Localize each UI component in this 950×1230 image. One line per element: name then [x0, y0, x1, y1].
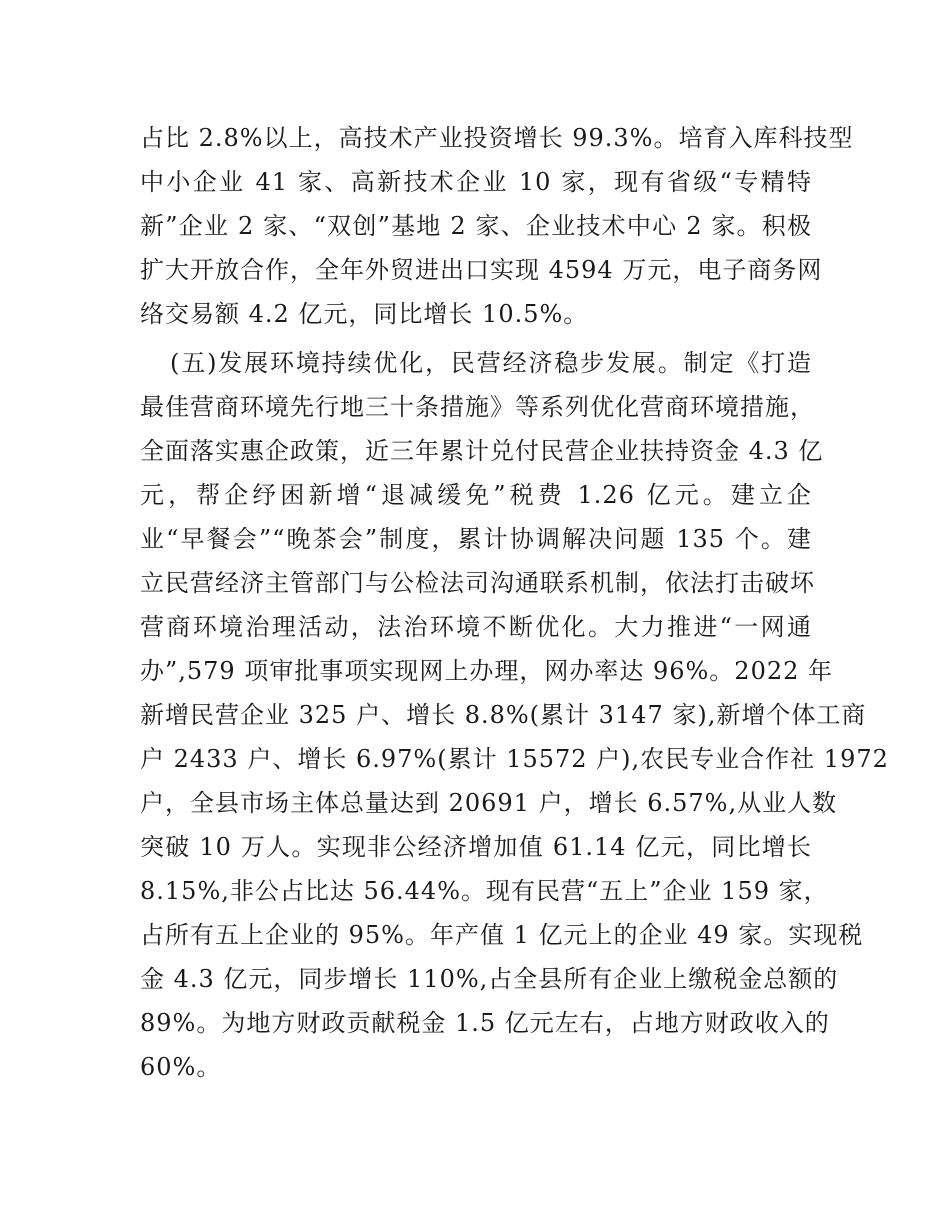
paragraph-1-line-4: 扩大开放合作，全年外贸进出口实现 4594 万元，电子商务网: [140, 256, 823, 284]
paragraph-2-line-9: 新增民营企业 325 户、增长 8.8%(累计 3147 家),新增个体工商: [140, 701, 867, 729]
paragraph-2-line-10: 户 2433 户、增长 6.97%(累计 15572 户),农民专业合作社 1972: [140, 745, 889, 773]
paragraph-1-line-5: 络交易额 4.2 亿元，同比增长 10.5%。: [140, 300, 589, 328]
paragraph-2-line-3: 全面落实惠企政策，近三年累计兑付民营企业扶持资金 4.3 亿: [140, 437, 824, 465]
paragraph-2-line-7: 营商环境治理活动，法治环境不断优化。大力推进“一网通: [140, 613, 812, 641]
paragraph-2-line-17: 60%。: [140, 1053, 222, 1081]
paragraph-2-line-1: (五)发展环境持续优化，民营经济稳步发展。制定《打造: [170, 349, 812, 377]
paragraph-2-line-15: 金 4.3 亿元，同步增长 110%,占全县所有企业上缴税金总额的: [140, 965, 839, 993]
paragraph-2-line-11: 户，全县市场主体总量达到 20691 户，增长 6.57%,从业人数: [140, 789, 838, 817]
paragraph-2-line-12: 突破 10 万人。实现非公经济增加值 61.14 亿元，同比增长: [140, 833, 812, 861]
paragraph-2-line-16: 89%。为地方财政贡献税金 1.5 亿元左右，占地方财政收入的: [140, 1009, 830, 1037]
paragraph-1-line-3: 新”企业 2 家、“双创”基地 2 家、企业技术中心 2 家。积极: [140, 212, 812, 240]
paragraph-2-line-6: 立民营经济主管部门与公检法司沟通联系机制，依法打击破坏: [140, 569, 815, 597]
paragraph-2-line-5: 业“早餐会”“晚茶会”制度，累计协调解决问题 135 个。建: [140, 525, 812, 553]
paragraph-2-line-14: 占所有五上企业的 95%。年产值 1 亿元上的企业 49 家。实现税: [140, 921, 864, 949]
paragraph-2-line-4: 元，帮企纾困新增“退减缓免”税费 1.26 亿元。建立企: [140, 481, 812, 509]
paragraph-1-line-1: 占比 2.8%以上，高技术产业投资增长 99.3%。培育入库科技型: [140, 124, 854, 152]
paragraph-2-line-13: 8.15%,非公占比达 56.44%。现有民营“五上”企业 159 家，: [140, 877, 829, 905]
paragraph-2-line-2: 最佳营商环境先行地三十条措施》等系列优化营商环境措施，: [140, 393, 815, 421]
paragraph-2-line-8: 办”,579 项审批事项实现网上办理，网办率达 96%。2022 年: [140, 657, 834, 685]
paragraph-1-line-2: 中小企业 41 家、高新技术企业 10 家，现有省级“专精特: [140, 168, 812, 196]
